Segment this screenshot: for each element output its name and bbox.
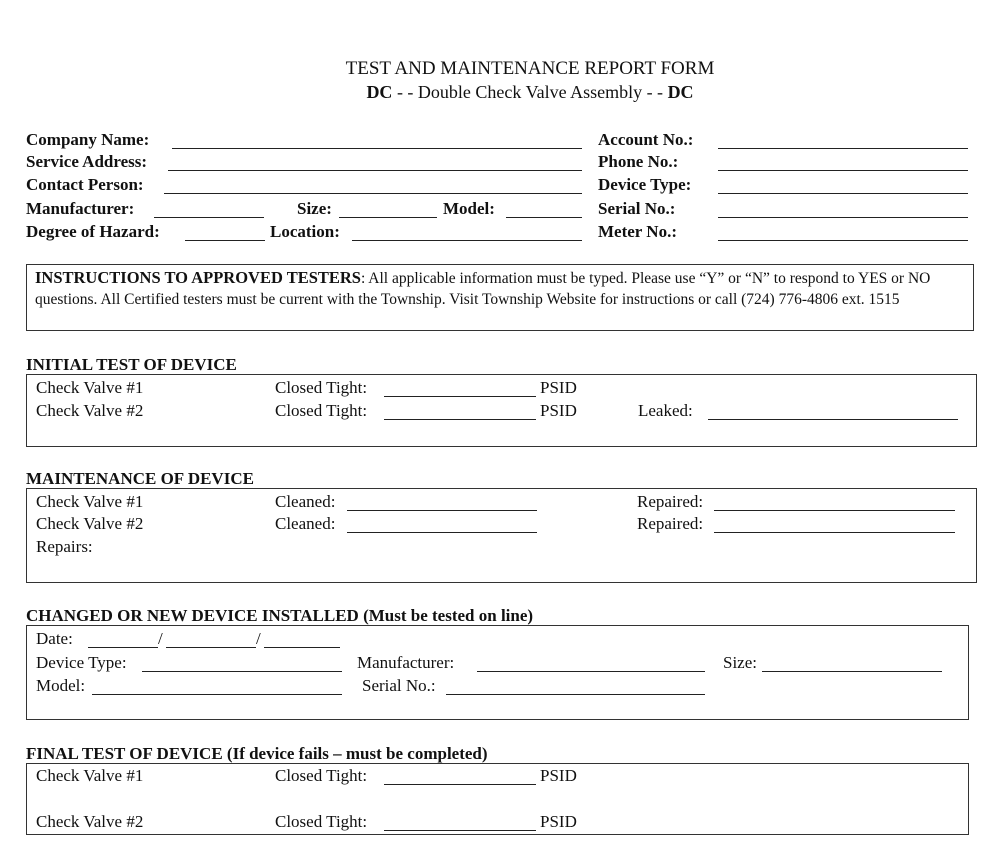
maintenance-box (26, 488, 977, 583)
location-field[interactable] (352, 240, 582, 241)
changed-model-label: Model: (36, 676, 86, 695)
contact-person-field[interactable] (164, 193, 582, 194)
initial-cv2-psid: PSID (540, 401, 577, 420)
model-label: Model: (443, 199, 495, 218)
subtitle-prefix: DC (366, 82, 393, 102)
changed-size-label: Size: (723, 653, 757, 672)
maint-repairs-label: Repairs: (36, 537, 93, 556)
maint-cv2-cleaned-label: Cleaned: (275, 514, 336, 533)
meter-no-field[interactable] (718, 240, 968, 241)
degree-of-hazard-label: Degree of Hazard: (26, 222, 160, 241)
initial-cv1-closed-field[interactable] (384, 396, 536, 397)
initial-cv1-psid: PSID (540, 378, 577, 397)
manufacturer-field[interactable] (154, 217, 264, 218)
serial-no-field[interactable] (718, 217, 968, 218)
changed-date-slash-1: / (158, 629, 163, 648)
degree-of-hazard-field[interactable] (185, 240, 265, 241)
changed-model-field[interactable] (92, 694, 342, 695)
final-cv2-label: Check Valve #2 (36, 812, 144, 831)
service-address-label: Service Address: (26, 152, 148, 171)
final-cv1-closed-label: Closed Tight: (275, 766, 368, 785)
maint-cv2-repaired-label: Repaired: (637, 514, 704, 533)
changed-date-year-field[interactable] (264, 647, 340, 648)
final-cv1-psid: PSID (540, 766, 577, 785)
changed-serial-no-field[interactable] (446, 694, 705, 695)
model-field[interactable] (506, 217, 582, 218)
final-cv1-closed-field[interactable] (384, 784, 536, 785)
initial-leaked-label: Leaked: (638, 401, 693, 420)
instructions-box (26, 264, 974, 331)
initial-cv2-label: Check Valve #2 (36, 401, 144, 420)
maint-cv2-repaired-field[interactable] (714, 532, 955, 533)
form-title: TEST AND MAINTENANCE REPORT FORM (345, 58, 715, 79)
changed-manufacturer-label: Manufacturer: (357, 653, 455, 672)
final-cv2-closed-field[interactable] (384, 830, 536, 831)
subtitle-middle: - - Double Check Valve Assembly - - (392, 82, 668, 102)
serial-no-label: Serial No.: (598, 199, 676, 218)
maint-cv1-label: Check Valve #1 (36, 492, 144, 511)
changed-device-type-label: Device Type: (36, 653, 127, 672)
company-name-field[interactable] (172, 148, 582, 149)
instructions-body: : All applicable information must be typed. Please use “Y” or “N” to respond to YES or NO questions. All Certified testers must be current with the Township. Visit Township Website for instructions or call (724) 776-4806 ext. 1515 (35, 270, 931, 308)
changed-manufacturer-field[interactable] (477, 671, 705, 672)
size-label: Size: (297, 199, 332, 218)
manufacturer-label: Manufacturer: (26, 199, 135, 218)
final-test-heading: FINAL TEST OF DEVICE (If device fails – must be completed) (26, 744, 488, 763)
subtitle-suffix: DC (667, 82, 694, 102)
initial-test-heading: INITIAL TEST OF DEVICE (26, 355, 237, 374)
account-no-field[interactable] (718, 148, 968, 149)
contact-person-label: Contact Person: (26, 175, 144, 194)
maint-cv1-cleaned-field[interactable] (347, 510, 537, 511)
device-type-label: Device Type: (598, 175, 692, 194)
changed-size-field[interactable] (762, 671, 942, 672)
initial-cv2-closed-label: Closed Tight: (275, 401, 368, 420)
instructions-text (35, 267, 965, 310)
initial-leaked-field[interactable] (708, 419, 958, 420)
phone-no-label: Phone No.: (598, 152, 679, 171)
initial-cv1-closed-label: Closed Tight: (275, 378, 368, 397)
phone-no-field[interactable] (718, 170, 968, 171)
initial-cv1-label: Check Valve #1 (36, 378, 144, 397)
form-subtitle (0, 82, 1000, 102)
initial-cv2-closed-field[interactable] (384, 419, 536, 420)
maint-cv2-label: Check Valve #2 (36, 514, 144, 533)
maint-cv1-repaired-field[interactable] (714, 510, 955, 511)
changed-date-label: Date: (36, 629, 73, 648)
maint-cv1-repaired-label: Repaired: (637, 492, 704, 511)
account-no-label: Account No.: (598, 130, 694, 149)
company-name-label: Company Name: (26, 130, 150, 149)
changed-heading: CHANGED OR NEW DEVICE INSTALLED (Must be tested on line) (26, 606, 534, 625)
changed-date-slash-2: / (256, 629, 261, 648)
location-label: Location: (270, 222, 340, 241)
maintenance-heading: MAINTENANCE OF DEVICE (26, 469, 254, 488)
final-cv1-label: Check Valve #1 (36, 766, 144, 785)
changed-box (26, 625, 969, 720)
changed-date-day-field[interactable] (166, 647, 256, 648)
service-address-field[interactable] (168, 170, 582, 171)
maint-cv2-cleaned-field[interactable] (347, 532, 537, 533)
initial-test-box (26, 374, 977, 447)
changed-serial-no-label: Serial No.: (362, 676, 436, 695)
final-test-box (26, 763, 969, 835)
instructions-lead: INSTRUCTIONS TO APPROVED TESTERS (35, 268, 361, 287)
maint-cv1-cleaned-label: Cleaned: (275, 492, 336, 511)
changed-date-month-field[interactable] (88, 647, 158, 648)
meter-no-label: Meter No.: (598, 222, 677, 241)
size-field[interactable] (339, 217, 437, 218)
device-type-field[interactable] (718, 193, 968, 194)
final-cv2-closed-label: Closed Tight: (275, 812, 368, 831)
changed-device-type-field[interactable] (142, 671, 342, 672)
final-cv2-psid: PSID (540, 812, 577, 831)
